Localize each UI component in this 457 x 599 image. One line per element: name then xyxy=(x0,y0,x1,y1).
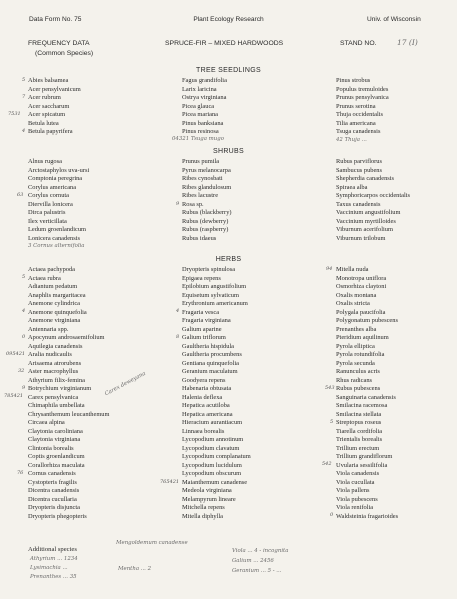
list-item: Viola pallens xyxy=(336,487,370,494)
list-item: Rubus (blackberry) xyxy=(182,209,232,216)
list-item: Medeola virginiana xyxy=(182,487,232,494)
shrubs-col1 xyxy=(28,158,89,243)
list-item: Waldsteinia fragarioides xyxy=(336,512,399,520)
trees-col2 xyxy=(182,77,227,137)
list-item: Tiarella cordifolia xyxy=(336,427,383,435)
list-item: Arisaema atrorubens xyxy=(28,359,82,367)
section-shrubs: SHRUBS xyxy=(213,148,244,155)
list-item: Aster macrophyllus xyxy=(28,368,79,375)
list-item: Arctostaphylos uva-ursi xyxy=(28,166,90,174)
trees-col1 xyxy=(28,77,81,137)
list-item: Alnus rugosa xyxy=(28,158,62,165)
list-item: Rosa sp. xyxy=(182,200,204,208)
list-item: Osmorhiza claytoni xyxy=(336,283,387,290)
list-item: Shepherdia canadensis xyxy=(336,175,395,182)
list-item: Tsuga canadensis xyxy=(336,128,381,135)
list-item: Lycopodium complanatum xyxy=(182,453,251,460)
list-item: Prenanthes alba xyxy=(336,325,377,333)
frequency-mark: 542 xyxy=(322,461,332,467)
list-item: Chrysanthemum leucanthemum xyxy=(28,410,110,418)
common-species-label: (Common Species) xyxy=(35,50,94,57)
list-item: Geranium maculatum xyxy=(182,368,238,375)
list-item: Pinus banksiana xyxy=(182,119,224,127)
list-item: Picea mariana xyxy=(182,111,219,118)
list-item: Acer pensylvanicum xyxy=(28,85,81,93)
list-item: Halenia deflexa xyxy=(182,393,223,401)
shrubs-col3 xyxy=(336,158,410,243)
handwritten-note: Lysimachia ... xyxy=(30,565,68,571)
list-item: Hepatica americana xyxy=(182,410,233,418)
list-item: Populus tremuloides xyxy=(336,85,389,93)
list-item: Monotropa uniflora xyxy=(336,274,387,282)
list-item: Picea glauca xyxy=(182,102,215,110)
frequency-mark: 94 xyxy=(326,266,333,272)
list-item: Viola cucullata xyxy=(336,478,375,486)
list-item: Equisetum sylvaticum xyxy=(182,291,239,299)
frequency-mark: 7531 xyxy=(8,111,21,117)
list-item: Ilex verticillata xyxy=(28,217,67,225)
frequency-mark: 5 xyxy=(22,77,26,83)
list-item: Viola pubescens xyxy=(336,495,378,503)
list-item: Symphoricarpos occidentalis xyxy=(336,192,411,199)
handwritten-note: Mengoldemum canadense xyxy=(116,540,188,546)
list-item: Trillium erectum xyxy=(336,444,380,452)
list-item: Trillium grandiflorum xyxy=(336,453,393,460)
frequency-mark: 095421 xyxy=(6,351,26,357)
list-item: Hepatica acutiloba xyxy=(182,402,230,409)
frequency-mark: 7 xyxy=(22,94,26,100)
list-item: Fragaria virginiana xyxy=(182,317,231,324)
frequency-mark: 76 xyxy=(17,470,24,476)
list-item: Melampyrum lineare xyxy=(182,495,236,503)
list-item: Ostrya virginiana xyxy=(182,94,227,101)
list-item: Betula papyrifera xyxy=(28,128,73,135)
section-tree-seedlings: TREE SEEDLINGS xyxy=(196,67,261,74)
list-item: Sanguinaria canadensis xyxy=(336,393,396,401)
list-item: Dicentra canadensis xyxy=(28,487,80,494)
list-item: Comptonia peregrina xyxy=(28,175,83,182)
frequency-mark: 63 xyxy=(17,192,24,198)
frequency-mark: 0 xyxy=(22,334,26,340)
herbs-col1 xyxy=(28,266,109,521)
list-item: Streptopus roseus xyxy=(336,419,382,426)
handwritten-note: Carex deweyana xyxy=(104,370,147,398)
list-item: Smilacina racemosa xyxy=(336,402,388,409)
list-item: Ribes lacustre xyxy=(182,192,219,199)
list-item: Aquilegia canadensis xyxy=(28,342,83,350)
list-item: Hieracium aurantiacum xyxy=(182,419,243,426)
list-item: Polygonatum pubescens xyxy=(336,317,398,324)
list-item: Betula lutea xyxy=(28,119,59,127)
list-item: Pyrola elliptica xyxy=(336,342,375,350)
list-item: Spiraea alba xyxy=(336,183,368,191)
frequency-mark: 4 xyxy=(22,308,26,314)
frequency-mark: 8 xyxy=(176,334,180,340)
list-item: Acer saccharum xyxy=(28,102,70,110)
list-item: Sambucus pubens xyxy=(336,166,382,174)
list-item: Thuja occidentalis xyxy=(336,111,384,118)
list-item: Anemone virginiana xyxy=(28,317,81,324)
list-item: Prunus pumila xyxy=(182,158,220,165)
frequency-mark: 5 xyxy=(330,419,334,425)
list-item: Rubus (dewberry) xyxy=(182,217,229,225)
list-item: Mitchella repens xyxy=(182,504,225,511)
list-item: Corylus cornuta xyxy=(28,192,69,199)
shrubs-col2 xyxy=(182,158,232,243)
list-item: Claytonia virginiana xyxy=(28,436,81,443)
list-item: Habenaria obtusata xyxy=(182,385,232,392)
list-item: Viburnum acerifolium xyxy=(336,226,393,233)
list-item: Oxalis montana xyxy=(336,291,377,299)
list-item: Rubus idaeus xyxy=(182,234,217,242)
list-item: Lonicera canadensis xyxy=(28,234,80,242)
list-item: Rubus pubescens xyxy=(336,385,381,392)
form-number: Data Form No. 75 xyxy=(29,16,82,23)
list-item: Cornus canadensis xyxy=(28,470,76,477)
list-item: Corallorhiza maculata xyxy=(28,461,85,469)
list-item: Apocynum androsaemifolium xyxy=(28,334,105,341)
frequency-mark: 4 xyxy=(176,308,180,314)
list-item: Diervilla lonicera xyxy=(28,200,73,208)
list-item: Linnaea borealis xyxy=(182,427,225,435)
list-item: Acer rubrum xyxy=(28,94,61,101)
list-item: Rhus radicans xyxy=(336,376,373,384)
frequency-mark: 9 xyxy=(22,385,26,391)
section-herbs: HERBS xyxy=(215,256,242,263)
frequency-mark: 9 xyxy=(176,201,180,207)
handwritten-note: Geranium ... 5 - ... xyxy=(232,568,282,574)
list-item: Polygala paucifolia xyxy=(336,308,386,316)
list-item: Actaea rubra xyxy=(28,274,61,282)
list-item: Dryopteris phegopteris xyxy=(28,512,87,520)
additional-species-label: Additional species xyxy=(28,546,77,553)
list-item: Abies balsamea xyxy=(28,77,69,84)
frequency-mark: 543 xyxy=(325,385,335,391)
list-item: Pinus strobus xyxy=(336,77,371,84)
list-item: Claytonia caroliniana xyxy=(28,427,83,435)
list-item: Ranunculus acris xyxy=(336,368,380,375)
list-item: Anaphlis margaritacea xyxy=(28,291,86,299)
list-item: Viburnum trilobum xyxy=(336,234,386,242)
list-item: Fragaria vesca xyxy=(182,308,220,316)
list-item: Botrychium virginianum xyxy=(28,385,92,392)
list-item: Circaea alpina xyxy=(28,419,65,426)
list-item: Prunus serotina xyxy=(336,102,376,110)
list-item: Lycopodium lucidulum xyxy=(182,461,242,469)
university: Univ. of Wisconsin xyxy=(367,16,421,23)
frequency-mark: 4 xyxy=(22,128,26,134)
list-item: Gentiana quinquefolia xyxy=(182,359,239,367)
list-item: Erythronium americanum xyxy=(182,300,248,307)
trees-col3 xyxy=(336,77,389,137)
list-item: Viola canadensis xyxy=(336,470,380,477)
list-item: Mitella nuda xyxy=(336,266,369,273)
list-item: Vaccinium myrtilloides xyxy=(336,217,396,225)
herbs-col3 xyxy=(336,266,398,521)
herbs-col2 xyxy=(182,266,251,521)
list-item: Dicentra cucullaria xyxy=(28,495,77,503)
list-item: Rubus (raspberry) xyxy=(182,226,229,233)
list-item: Uvularia sessilifolia xyxy=(336,461,388,469)
list-item: Epigaea repens xyxy=(182,274,221,282)
list-item: Mitella diphylla xyxy=(182,512,223,520)
list-item: Epilobium angustifolium xyxy=(182,283,247,290)
list-item: Carex pensylvanica xyxy=(28,393,79,401)
list-item: Gaultheria procumbens xyxy=(182,351,242,358)
handwritten-note: 3 Cornus alternifolia xyxy=(28,243,85,249)
list-item: Pteridium aquilinum xyxy=(336,334,389,341)
list-item: Ribes cynosbati xyxy=(182,175,223,182)
list-item: Taxus canadensis xyxy=(336,200,381,208)
page-title: Plant Ecology Research xyxy=(193,16,264,23)
stand-no-label: STAND NO. xyxy=(340,40,377,47)
list-item: Galium aparine xyxy=(182,325,222,333)
handwritten-note: Viola ... 4 - incognita xyxy=(232,548,289,554)
frequency-mark: 785421 xyxy=(4,393,24,399)
handwritten-note: Athyrium ... 1234 xyxy=(30,556,78,562)
list-item: Ledum groenlandicum xyxy=(28,226,87,233)
handwritten-note: Mentha ... 2 xyxy=(118,566,152,572)
list-item: Pyrola rotundifolia xyxy=(336,351,385,358)
list-item: Dirca palustris xyxy=(28,209,66,216)
list-item: Pyrola secunda xyxy=(336,359,375,367)
list-item: Chimaphila umbellata xyxy=(28,402,85,409)
handwritten-note: Galium ... 2456 xyxy=(232,558,274,564)
handwritten-note: 42 Thuja ... xyxy=(336,137,367,143)
list-item: Fagus grandifolia xyxy=(182,77,227,84)
list-item: Rubus parviflorus xyxy=(336,158,382,165)
list-item: Gaultheria hispidula xyxy=(182,342,234,350)
list-item: Aralia nudicaulis xyxy=(28,351,72,358)
list-item: Adiantum pedatum xyxy=(28,283,78,290)
list-item: Tilia americana xyxy=(336,119,376,127)
list-item: Smilacina stellata xyxy=(336,410,382,418)
list-item: Prunus pensylvanica xyxy=(336,94,389,101)
handwritten-note: Prenanthes ... 35 xyxy=(30,574,77,580)
list-item: Lycopodium clavatum xyxy=(182,444,240,452)
list-item: Actaea pachypoda xyxy=(28,266,76,273)
list-item: Galium triflorum xyxy=(182,334,226,341)
list-item: Maianthemum canadense xyxy=(182,478,248,486)
frequency-mark: 32 xyxy=(18,368,25,374)
list-item: Antennaria spp. xyxy=(28,325,69,333)
list-item: Pyrus melanocarpa xyxy=(182,166,231,174)
list-item: Corylus americana xyxy=(28,183,77,191)
frequency-mark: 765421 xyxy=(160,479,180,485)
frequency-mark: 0 xyxy=(330,512,334,518)
list-item: Clintonia borealis xyxy=(28,444,74,452)
list-item: Trientalis borealis xyxy=(336,436,383,443)
list-item: Lycopodium obscurum xyxy=(182,470,242,477)
list-item: Dryopteris disjuncta xyxy=(28,504,81,511)
handwritten-note: 04321 Tsuga mugo xyxy=(172,136,224,142)
list-item: Athyrium filix-femina xyxy=(28,376,85,384)
stand-type: SPRUCE-FIR – MIXED HARDWOODS xyxy=(165,40,284,47)
frequency-mark: 5 xyxy=(22,274,26,280)
list-item: Anemone cylindrica xyxy=(28,300,80,307)
list-item: Cystopteris fragilis xyxy=(28,478,77,486)
list-item: Coptis groenlandicum xyxy=(28,453,85,460)
list-item: Dryopteris spinulosa xyxy=(182,266,236,273)
list-item: Oxalis stricta xyxy=(336,300,370,307)
list-item: Acer spicatum xyxy=(28,111,66,118)
list-item: Larix laricina xyxy=(182,85,217,93)
list-item: Pinus resinosa xyxy=(182,128,219,135)
list-item: Viola renifolia xyxy=(336,504,374,511)
list-item: Anemone quinquefolia xyxy=(28,308,87,316)
list-item: Lycopodium annotinum xyxy=(182,436,244,443)
frequency-data-label: FREQUENCY DATA xyxy=(28,40,90,47)
list-item: Ribes glandulosum xyxy=(182,183,232,191)
list-item: Goodyera repens xyxy=(182,376,226,384)
list-item: Vaccinium angustifolium xyxy=(336,209,401,216)
stand-no-value: 17 (I) xyxy=(397,38,418,47)
